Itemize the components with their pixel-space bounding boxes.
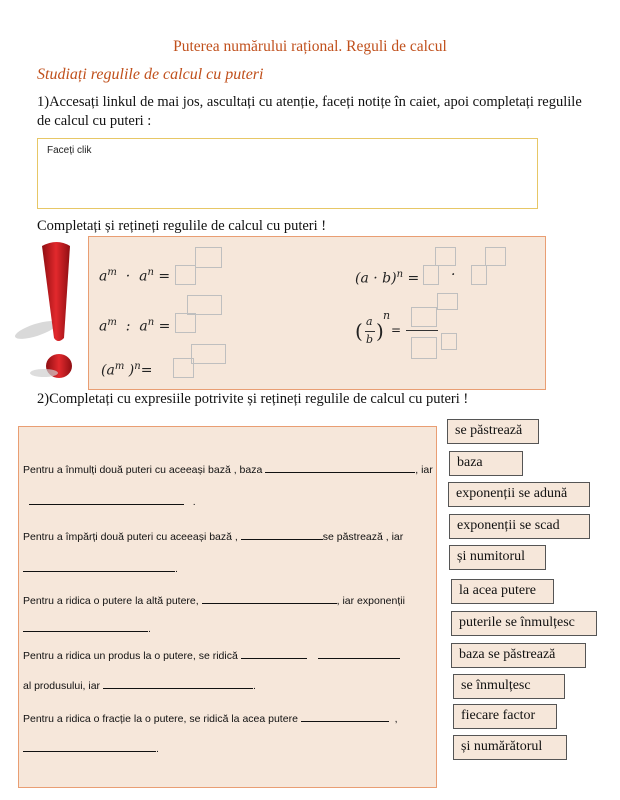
answer-slot[interactable] bbox=[435, 247, 456, 266]
dot-operator: · bbox=[451, 267, 456, 283]
sentence-4: Pentru a ridica un produs la o putere, se ridică bbox=[23, 647, 400, 662]
blank-slot[interactable] bbox=[301, 710, 389, 722]
rules-heading: Completați și rețineți regulile de calcul cu puteri ! bbox=[37, 218, 327, 234]
blank-slot[interactable] bbox=[29, 493, 184, 505]
answer-slot[interactable] bbox=[437, 293, 458, 310]
option-chip[interactable]: baza bbox=[449, 451, 523, 476]
option-chip[interactable]: se păstrează bbox=[447, 419, 539, 444]
formula-quotient: $a^m$ : $a^n$ = bbox=[99, 317, 171, 335]
blank-slot[interactable] bbox=[23, 620, 148, 632]
answer-slot[interactable] bbox=[471, 265, 487, 285]
blank-slot[interactable] bbox=[318, 647, 400, 659]
sentence-3-cont: . bbox=[23, 620, 151, 635]
instruction-1: 1)Accesați linkul de mai jos, ascultați cu atenție, faceți notițe în caiet, apoi completați regulile de calcul cu puteri : bbox=[37, 94, 582, 129]
option-chip[interactable]: se înmulțesc bbox=[453, 674, 565, 699]
fraction-bar bbox=[365, 331, 375, 332]
exclamation-icon bbox=[14, 238, 90, 388]
fraction-denominator: b bbox=[366, 333, 374, 346]
sentences-box bbox=[18, 426, 437, 788]
blank-slot[interactable] bbox=[241, 647, 307, 659]
sentence-4-cont: al produsului, iar . bbox=[23, 677, 256, 692]
formula-fraction-open: ( bbox=[355, 319, 363, 343]
option-chip[interactable]: exponenții se scad bbox=[449, 514, 590, 539]
sentence-5-cont: . bbox=[23, 740, 159, 755]
option-chip[interactable]: și numitorul bbox=[449, 545, 546, 570]
answer-slot[interactable] bbox=[423, 265, 439, 285]
answer-slot[interactable] bbox=[187, 295, 222, 315]
formula-fraction-close: ) bbox=[376, 319, 384, 343]
sentence-2: Pentru a împărți două puteri cu aceeași bază , se păstrează , iar bbox=[23, 528, 403, 543]
blank-slot[interactable] bbox=[23, 560, 175, 572]
option-chip[interactable]: fiecare factor bbox=[453, 704, 557, 729]
subtitle: Studiați regulile de calcul cu puteri bbox=[37, 66, 264, 83]
answer-slot[interactable] bbox=[485, 247, 506, 266]
sentence-3: Pentru a ridica o putere la altă putere, , iar exponenții bbox=[23, 592, 405, 607]
formula-power: ($a^m$ )$^n$= bbox=[101, 361, 153, 379]
instruction-2: 2)Completați cu expresiile potrivite și rețineți regulile de calcul cu puteri ! bbox=[37, 391, 469, 407]
answer-slot[interactable] bbox=[175, 313, 196, 333]
option-chip[interactable]: exponenții se adună bbox=[448, 482, 590, 507]
option-chip[interactable]: baza se păstrează bbox=[451, 643, 586, 668]
answer-slot[interactable] bbox=[191, 344, 226, 364]
option-chip[interactable]: și numărătorul bbox=[453, 735, 567, 760]
answer-slot[interactable] bbox=[195, 247, 222, 268]
fraction-exponent: n bbox=[383, 309, 391, 322]
fraction-equals: = bbox=[391, 323, 402, 337]
sentence-5: Pentru a ridica o fracție la o putere, se ridică la acea putere , bbox=[23, 710, 398, 725]
sentence-1-cont: . bbox=[29, 493, 196, 508]
answer-slot[interactable] bbox=[411, 337, 437, 359]
blank-slot[interactable] bbox=[23, 740, 156, 752]
link-box[interactable] bbox=[37, 138, 538, 209]
page-title: Puterea numărului rațional. Reguli de calcul bbox=[173, 38, 447, 55]
fraction-numerator: a bbox=[366, 315, 373, 328]
blank-slot[interactable] bbox=[265, 461, 415, 473]
answer-slot[interactable] bbox=[175, 265, 196, 285]
blank-slot[interactable] bbox=[241, 528, 323, 540]
answer-slot[interactable] bbox=[411, 307, 437, 327]
rules-box bbox=[88, 236, 546, 390]
blank-slot[interactable] bbox=[202, 592, 337, 604]
blank-slot[interactable] bbox=[103, 677, 253, 689]
answer-slot[interactable] bbox=[441, 333, 457, 350]
option-chip[interactable]: la acea putere bbox=[451, 579, 554, 604]
fraction-bar bbox=[406, 330, 438, 331]
link-text[interactable]: Faceți clik bbox=[47, 145, 92, 156]
sentence-2-cont: . bbox=[23, 560, 178, 575]
sentence-1: Pentru a înmulți două puteri cu aceeași bază , baza , iar bbox=[23, 461, 433, 476]
option-chip[interactable]: puterile se înmulțesc bbox=[451, 611, 597, 636]
formula-product: $a^m \cdot a^n$ = bbox=[99, 267, 171, 285]
formula-product-power: $(a \cdot b)^n$ = bbox=[355, 269, 420, 287]
